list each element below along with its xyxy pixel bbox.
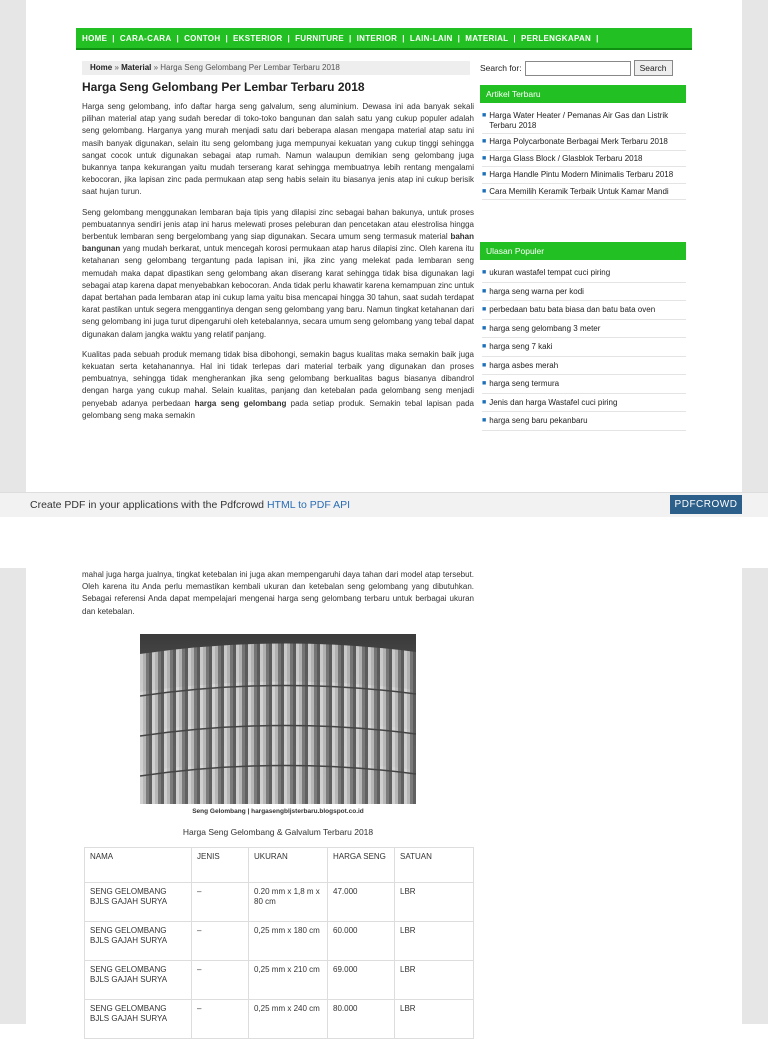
bullet-icon: ■ bbox=[482, 398, 487, 406]
popular-item[interactable] bbox=[482, 283, 686, 302]
popular-link[interactable]: harga asbes merah bbox=[489, 360, 559, 370]
breadcrumb-home[interactable]: Home bbox=[90, 63, 113, 72]
recent-article-link[interactable]: Harga Polycarbonate Berbagai Merk Terbaru 2018 bbox=[489, 137, 668, 146]
table-row bbox=[85, 922, 474, 961]
search-label: Search for: bbox=[480, 63, 522, 73]
recent-article-item[interactable] bbox=[482, 108, 686, 134]
popular-reviews-heading: Ulasan Populer bbox=[480, 242, 686, 260]
popular-item[interactable] bbox=[482, 320, 686, 339]
image-caption: Seng Gelombang | hargasengbljsterbaru.blogspot.co.id bbox=[192, 808, 364, 815]
recent-article-link[interactable]: Cara Memilih Keramik Terbaik Untuk Kamar Mandi bbox=[489, 186, 669, 196]
bullet-icon: ■ bbox=[482, 171, 487, 178]
cell-harga: 60.000 bbox=[328, 922, 395, 961]
popular-item[interactable] bbox=[482, 394, 686, 413]
popular-link[interactable]: perbedaan batu bata biasa dan batu bata oven bbox=[489, 305, 656, 314]
nav-item-contoh[interactable]: CONTOH bbox=[184, 33, 221, 43]
cell-jenis: – bbox=[192, 961, 249, 1000]
nav-separator: | bbox=[171, 33, 185, 43]
nav-item-eksterior[interactable]: EKSTERIOR bbox=[233, 33, 283, 43]
paragraph-text: Kualitas pada sebuah produk memang tidak bisa dibohongi, semakin bagus kualitas maka semakin baik juga kekuatan serta ketahanannya. Hal ini tidak terlepas dari material terbaik yang digunakan dan proses pembuatnya, sehingga tidak mengherankan jika seng gelombang berkualitas bagus biasanya dibandrol dengan harga yang cukup mahal. Selain kualitas, panjang dan ketebalan pada gelombang seng menjadi penyebab adanya perbedaan bbox=[82, 349, 474, 408]
cell-harga: 69.000 bbox=[328, 961, 395, 1000]
nav-separator: | bbox=[452, 33, 466, 43]
table-title: Harga Seng Gelombang & Galvalum Terbaru 2018 bbox=[182, 827, 374, 837]
popular-link[interactable]: harga seng 7 kaki bbox=[489, 342, 553, 351]
search-form bbox=[480, 60, 673, 76]
nav-separator: | bbox=[343, 33, 357, 43]
header-jenis: JENIS bbox=[192, 848, 249, 883]
search-input[interactable] bbox=[525, 61, 631, 76]
bullet-icon: ■ bbox=[482, 361, 487, 369]
recent-article-link[interactable]: Harga Glass Block / Glasblok Terbaru 2018 bbox=[489, 153, 643, 163]
bullet-icon: ■ bbox=[482, 112, 487, 119]
bullet-icon: ■ bbox=[482, 324, 487, 332]
header-nama: NAMA bbox=[85, 848, 192, 883]
cell-nama: SENG GELOMBANG BJLS GAJAH SURYA bbox=[85, 922, 192, 961]
popular-link[interactable]: ukuran wastafel tempat cuci piring bbox=[489, 268, 611, 277]
paragraph-text: Seng gelombang menggunakan lembaran baja tipis yang dilapisi zinc sebagai bahan bakunya, untuk proses pembuatannya sendiri jenis atap ini harus melewati proses peleburan dan pencetakan atau elestrolisa hingga berbentuk lembaran seng bergelombang yang siap digunakan. Secara umum seng termasuk material bbox=[82, 207, 474, 242]
bullet-icon: ■ bbox=[482, 343, 487, 350]
table-row bbox=[85, 883, 474, 922]
recent-article-item[interactable] bbox=[482, 134, 686, 151]
nav-separator: | bbox=[107, 33, 120, 43]
pdfcrowd-message: Create PDF in your applications with the Pdfcrowd bbox=[30, 499, 267, 511]
pdfcrowd-text bbox=[30, 499, 350, 511]
header-ukuran: UKURAN bbox=[249, 848, 328, 883]
cell-jenis: – bbox=[192, 922, 249, 961]
post-body-page1 bbox=[82, 101, 474, 430]
cell-nama: SENG GELOMBANG BJLS GAJAH SURYA bbox=[85, 883, 192, 922]
nav-item-cara-cara[interactable]: CARA-CARA bbox=[119, 33, 172, 43]
bullet-icon: ■ bbox=[482, 187, 487, 195]
cell-harga: 80.000 bbox=[328, 1000, 395, 1039]
pdfcrowd-bar bbox=[0, 492, 768, 517]
breadcrumb-current: Harga Seng Gelombang Per Lembar Terbaru 2018 bbox=[160, 63, 340, 72]
post-body-page2 bbox=[82, 569, 474, 626]
cell-ukuran: 0.20 mm x 1,8 m x 80 cm bbox=[249, 883, 328, 922]
post-title: Harga Seng Gelombang Per Lembar Terbaru 2018 bbox=[82, 80, 365, 94]
cell-nama: SENG GELOMBANG BJLS GAJAH SURYA bbox=[85, 961, 192, 1000]
nav-item-home[interactable]: HOME bbox=[82, 33, 108, 43]
breadcrumb-separator: » bbox=[151, 63, 161, 72]
pdfcrowd-api-link[interactable]: HTML to PDF API bbox=[266, 499, 350, 511]
recent-articles-list bbox=[482, 108, 686, 200]
popular-item[interactable] bbox=[482, 412, 686, 431]
bullet-icon: ■ bbox=[482, 380, 487, 387]
popular-link[interactable]: harga seng warna per kodi bbox=[489, 286, 584, 296]
recent-article-item[interactable] bbox=[482, 151, 686, 168]
popular-link[interactable]: harga seng baru pekanbaru bbox=[489, 416, 588, 425]
bullet-icon: ■ bbox=[482, 154, 487, 162]
nav-item-lain-lain[interactable]: LAIN-LAIN bbox=[409, 33, 453, 43]
breadcrumb-category[interactable]: Material bbox=[121, 63, 152, 72]
popular-link[interactable]: Jenis dan harga Wastafel cuci piring bbox=[489, 397, 618, 407]
popular-item[interactable] bbox=[482, 357, 686, 376]
recent-article-item[interactable] bbox=[482, 167, 686, 184]
link-bahan-bangunan[interactable]: bahan bangunan bbox=[82, 232, 474, 254]
breadcrumb-separator: » bbox=[112, 63, 122, 72]
bullet-icon: ■ bbox=[482, 306, 487, 313]
cell-nama: SENG GELOMBANG BJLS GAJAH SURYA bbox=[85, 1000, 192, 1039]
popular-link[interactable]: harga seng gelombang 3 meter bbox=[489, 323, 601, 333]
table-header-row bbox=[85, 848, 474, 883]
nav-separator: | bbox=[282, 33, 296, 43]
main-nav bbox=[76, 28, 692, 50]
paragraph-continued: mahal juga harga jualnya, tingkat ketebalan ini juga akan mempengaruhi daya tahan dari model atap tersebut. Oleh karena itu Anda perlu memastikan kembali ukuran dan ketebalan seng gelombang yang dibutuhkan. Sebagai referensi Anda dapat mempelajari mengenai harga seng gelombang terbaru untuk berbagai ukuran dan ketebalan. bbox=[82, 570, 474, 616]
popular-reviews-list bbox=[482, 264, 686, 431]
pdfcrowd-logo[interactable]: PDFCROWD bbox=[670, 495, 742, 514]
nav-separator: | bbox=[397, 33, 410, 43]
recent-article-item[interactable] bbox=[482, 184, 686, 201]
bullet-icon: ■ bbox=[482, 269, 487, 276]
search-button[interactable]: Search bbox=[634, 60, 673, 76]
nav-separator: | bbox=[220, 33, 234, 43]
paragraph-kualitas bbox=[82, 349, 474, 422]
recent-articles-heading: Artikel Terbaru bbox=[480, 85, 686, 103]
header-satuan: SATUAN bbox=[395, 848, 474, 883]
bullet-icon: ■ bbox=[482, 417, 487, 424]
popular-item[interactable] bbox=[482, 375, 686, 394]
cell-satuan: LBR bbox=[395, 961, 474, 1000]
nav-item-perlengkapan[interactable]: PERLENGKAPAN bbox=[521, 33, 592, 43]
link-harga-seng-gelombang[interactable]: harga seng gelombang bbox=[194, 398, 287, 408]
cell-jenis: – bbox=[192, 1000, 249, 1039]
nav-item-material[interactable]: MATERIAL bbox=[465, 33, 509, 43]
cell-satuan: LBR bbox=[395, 922, 474, 961]
recent-article-link[interactable]: Harga Water Heater / Pemanas Air Gas dan Listrik Terbaru 2018 bbox=[489, 111, 669, 130]
paragraph-material bbox=[82, 207, 474, 341]
popular-item[interactable] bbox=[482, 301, 686, 320]
popular-item[interactable] bbox=[482, 264, 686, 283]
breadcrumb bbox=[82, 61, 470, 75]
nav-separator: | bbox=[591, 33, 599, 43]
popular-link[interactable]: harga seng termura bbox=[489, 379, 560, 388]
cell-ukuran: 0,25 mm x 240 cm bbox=[249, 1000, 328, 1039]
nav-separator: | bbox=[508, 33, 522, 43]
cell-satuan: LBR bbox=[395, 1000, 474, 1039]
nav-item-furniture[interactable]: FURNITURE bbox=[295, 33, 344, 43]
corrugated-sheet-photo bbox=[140, 634, 416, 804]
cell-ukuran: 0,25 mm x 180 cm bbox=[249, 922, 328, 961]
price-table bbox=[84, 847, 474, 1039]
paragraph-intro: Harga seng gelombang, info daftar harga seng galvalum, seng aluminium. Dewasa ini ada banyak sekali pilihan material atap yang sudah beredar di toko-toko bangunan dan salah satu yang cukup populer adalah seng gelombang. Harganya yang murah menjadi satu dari beberapa alasan mengapa material atap satu ini masih banyak digunakan, selain itu seng gelombang juga mempunyai kekuatan yang cukup tinggi sehingga sangat cocok untuk digunakan sebagai atap rumah. Namun walaupun demikian seng gelombang juga bukannya tanpa kekurangan yaitu mudah terserang karat sehingga membuatnya lebih rentang mengalami kebocoran, jika lapisan zinc pada permukaan atap seng habis selain itu biasanya jenis atap ini cukup berisik saat hujan turun. bbox=[82, 102, 474, 197]
cell-harga: 47.000 bbox=[328, 883, 395, 922]
paragraph-text: yang mudah berkarat, untuk mencegah korosi permukaan atap harus dilapisi zinc. Oleh karena itu ketahanan seng gelombang tergantung pada lapisan ini, jika zinc yang melekat pada lembaran seng memudah maka dapat dipastikan seng gelombang akan diserang karat sehingga tidak bisa digunakan lagi sebagai atap karena dapat menyebabkan kebocoran. Anda tidak perlu khawatir karena kemampuan zinc untuk dapat bertahan pada lembaran atap ini cukup lama yaitu bisa mencapai hingga 30 tahun, saat sudah terdapat karat pastikan untuk segera menggantinya dengan seng gelombang yang baru. Namun tingkat ketahanan dari seng gelombang ini juga turut dipengaruhi oleh ketebalannya, secara umum seng gelombang yang tebal dapat digunakan dalam jangka waktu yang relatif panjang. bbox=[82, 244, 474, 339]
paragraph-text: pada setiap produk. Semakin tebal lapisan pada gelombang seng maka semakin bbox=[82, 398, 474, 420]
table-row bbox=[85, 1000, 474, 1039]
bullet-icon: ■ bbox=[482, 287, 487, 295]
recent-article-link[interactable]: Harga Handle Pintu Modern Minimalis Terbaru 2018 bbox=[489, 170, 674, 179]
table-row bbox=[85, 961, 474, 1000]
header-harga: HARGA SENG bbox=[328, 848, 395, 883]
cell-jenis: – bbox=[192, 883, 249, 922]
nav-item-interior[interactable]: INTERIOR bbox=[356, 33, 398, 43]
bullet-icon: ■ bbox=[482, 138, 487, 145]
cell-satuan: LBR bbox=[395, 883, 474, 922]
cell-ukuran: 0,25 mm x 210 cm bbox=[249, 961, 328, 1000]
popular-item[interactable] bbox=[482, 338, 686, 357]
corrugated-sheet-image bbox=[140, 634, 416, 804]
